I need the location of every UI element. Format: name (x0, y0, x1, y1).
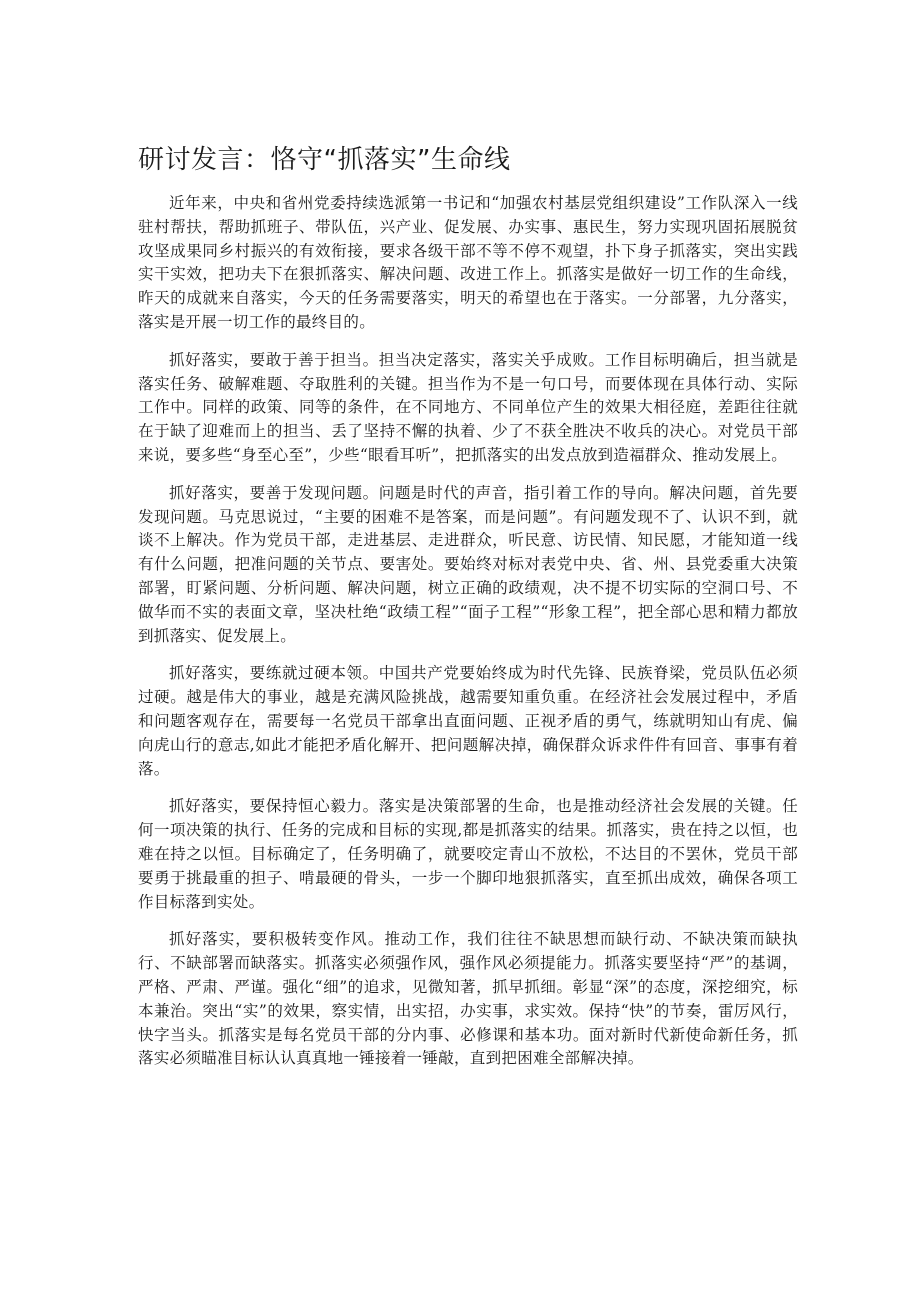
document-title: 研讨发言：恪守“抓落实”生命线 (138, 145, 511, 175)
document-body (138, 192, 798, 1071)
paragraph-2: 抓好落实，要敢于善于担当。担当决定落实，落实关乎成败。工作目标明确后，担当就是落实任务、破解难题、夺取胜利的关键。担当作为不是一句口号，而要体现在具体行动、实际工作中。同样的政策、同等的条件，在不同地方、不同单位产生的效果大相径庭，差距往往就在于缺了迎难而上的担当、丢了坚持不懈的执着、少了不获全胜决不收兵的决心。对党员干部来说，要多些“身至心至”，少些“眼看耳听”，把抓落实的出发点放到造福群众、推动发展上。 (138, 350, 798, 464)
paragraph-1: 近年来，中央和省州党委持续选派第一书记和“加强农村基层党组织建设”工作队深入一线驻村帮扶，帮助抓班子、带队伍，兴产业、促发展、办实事、惠民生，努力实现巩固拓展脱贫攻坚成果同乡村振兴的有效衔接，要求各级干部不等不停不观望，扑下身子抓落实，突出实践实干实效，把功夫下在狠抓落实、解决问题、改进工作上。抓落实是做好一切工作的生命线，昨天的成就来自落实，今天的任务需要落实，明天的希望也在于落实。一分部署，九分落实，落实是开展一切工作的最终目的。 (138, 194, 798, 331)
paragraph-6: 抓好落实，要积极转变作风。推动工作，我们往往不缺思想而缺行动、不缺决策而缺执行、不缺部署而缺落实。抓落实必须强作风，强作风必须提能力。抓落实要坚持“严”的基调，严格、严肃、严谨。强化“细”的追求，见微知著，抓早抓细。彰显“深”的态度，深挖细究，标本兼治。突出“实”的效果，察实情，出实招，办实事，求实效。保持“快”的节奏，雷厉风行，快字当头。抓落实是每名党员干部的分内事、必修课和基本功。面对新时代新使命新任务，抓落实必须瞄准目标认认真真地一锤接着一锤敲，直到把困难全部解决掉。 (138, 930, 798, 1068)
document-page (138, 140, 798, 1085)
paragraph-4: 抓好落实，要练就过硬本领。中国共产党要始终成为时代先锋、民族脊梁，党员队伍必须过硬。越是伟大的事业，越是充满风险挑战，越需要知重负重。在经济社会发展过程中，矛盾和问题客观存在，需要每一名党员干部拿出直面问题、正视矛盾的勇气，练就明知山有虎、偏向虎山行的意志,如此才能把矛盾化解开、把问题解决掉，确保群众诉求件件有回音、事事有着落。 (138, 664, 798, 778)
paragraph-3: 抓好落实，要善于发现问题。问题是时代的声音，指引着工作的导向。解决问题，首先要发现问题。马克思说过，“主要的困难不是答案，而是问题”。有问题发现不了、认识不到，就谈不上解决。作为党员干部，走进基层、走进群众，听民意、访民情、知民愿，才能知道一线有什么问题，把准问题的关节点、要害处。要始终对标对表党中央、省、州、县党委重大决策部署，盯紧问题、分析问题、解决问题，树立正确的政绩观，决不提不切实际的空洞口号、不做华而不实的表面文章，坚决杜绝“政绩工程”“面子工程”“形象工程”，把全部心思和精力都放到抓落实、促发展上。 (138, 483, 798, 645)
paragraph-5: 抓好落实，要保持恒心毅力。落实是决策部署的生命，也是推动经济社会发展的关键。任何一项决策的执行、任务的完成和目标的实现,都是抓落实的结果。抓落实，贵在持之以恒，也难在持之以恒。目标确定了，任务明确了，就要咬定青山不放松，不达目的不罢休，党员干部要勇于挑最重的担子、啃最硬的骨头，一步一个脚印地狠抓落实，直至抓出成效，确保各项工作目标落到实处。 (138, 797, 798, 911)
